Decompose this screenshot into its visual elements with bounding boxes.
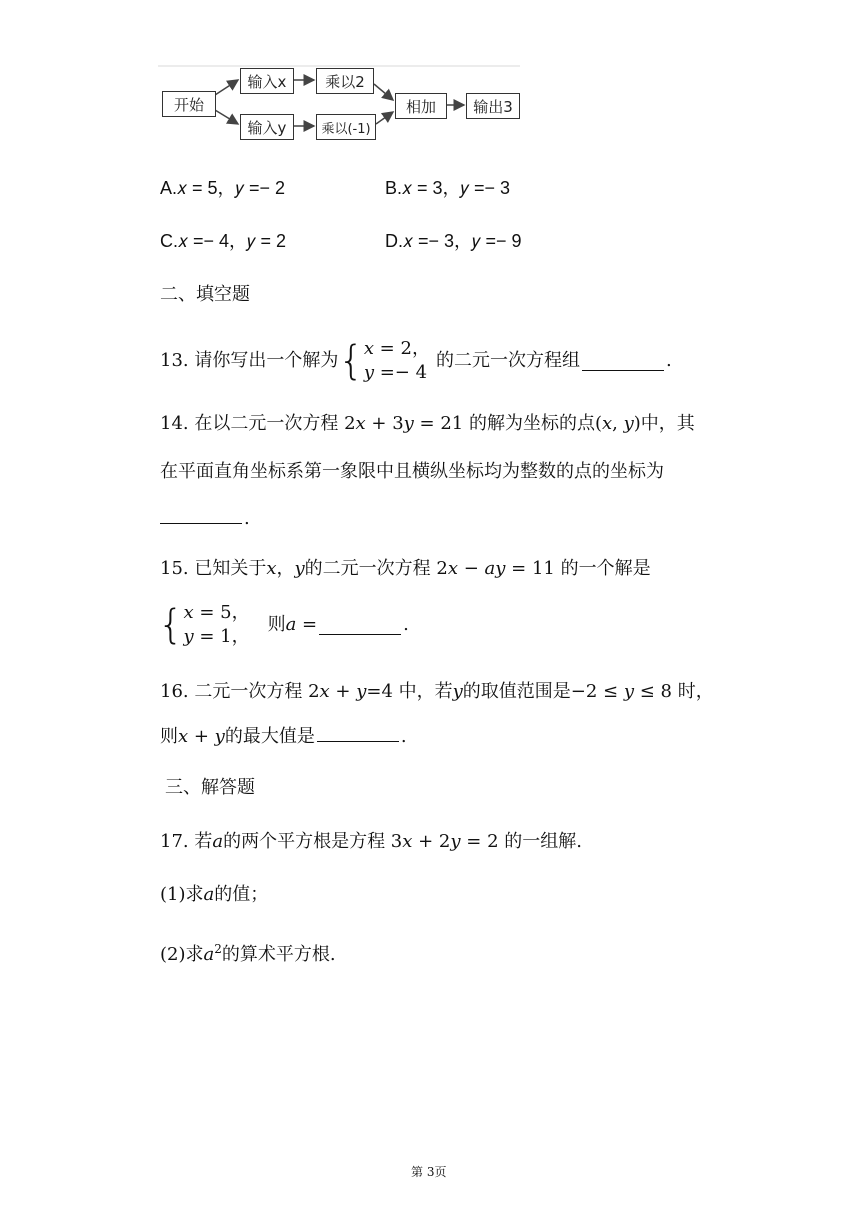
q15-answer-blank[interactable] [319, 616, 401, 635]
q16-answer-blank[interactable] [317, 723, 399, 742]
q17-part2-suffix: 的算术平方根. [221, 944, 336, 965]
q16-end: . [400, 726, 407, 747]
flow-input-x-box: 输入x [240, 68, 294, 94]
section-heading-solve: 三、解答题 [165, 777, 255, 798]
section-heading-fill-blank: 二、填空题 [160, 284, 250, 305]
q13-eq1: 𝑥 = 2， [363, 338, 430, 359]
q17-part2-exponent: 2 [214, 942, 222, 956]
question-14-line3 [160, 505, 250, 531]
option-d: D.𝑥 =− 3，𝑦 =− 9 [385, 231, 522, 251]
q16-prefix: 则𝑥 + 𝑦的最大值是 [160, 726, 315, 747]
q15-eq2: 𝑦 = 1， [183, 626, 250, 647]
flow-start-box: 开始 [162, 91, 216, 117]
q13-prefix: 13. 请你写出一个解为 [160, 350, 339, 371]
flow-output-box: 输出3 [466, 93, 520, 119]
q13-brace: { [338, 338, 364, 384]
page-number-footer: 第 3页 [411, 1165, 447, 1179]
flow-multiply-2-box: 乘以2 [316, 68, 374, 94]
option-b: B.𝑥 = 3，𝑦 =− 3 [385, 178, 510, 198]
question-17-stem: 17. 若𝑎的两个平方根是方程 3𝑥 + 2𝑦 = 2 的一组解. [160, 831, 582, 852]
q13-answer-blank[interactable] [582, 352, 664, 371]
question-17-part2 [160, 937, 336, 967]
question-14-line2: 在平面直角坐标系第一象限中且横纵坐标均为整数的点的坐标为 [160, 461, 664, 482]
question-16-line2 [160, 723, 407, 749]
q15-eq1: 𝑥 = 5， [183, 602, 250, 623]
question-15-line2 [158, 600, 409, 650]
question-15-line1: 15. 已知关于𝑥，𝑦的二元一次方程 2𝑥 − 𝑎𝑦 = 11 的一个解是 [160, 558, 651, 579]
question-14-line1: 14. 在以二元一次方程 2𝑥 + 3𝑦 = 21 的解为坐标的点(𝑥, 𝑦)中，其 [160, 413, 695, 434]
question-16-line1: 16. 二元一次方程 2𝑥 + 𝑦=4 中，若𝑦的取值范围是−2 ≤ 𝑦 ≤ 8 时， [160, 681, 714, 702]
q13-suffix: 的二元一次方程组 [435, 350, 580, 371]
option-c: C.𝑥 =− 4，𝑦 = 2 [160, 231, 286, 251]
question-13 [160, 337, 672, 385]
flow-multiply-neg1-box: 乘以(-1) [316, 114, 376, 140]
q13-system [364, 337, 430, 385]
q15-end: . [403, 614, 409, 635]
q14-end: . [244, 508, 250, 529]
q13-end: . [665, 350, 672, 371]
flowchart [158, 62, 524, 158]
q17-part2-prefix: (2)求𝑎 [160, 944, 215, 965]
q15-brace: { [158, 602, 184, 648]
q14-answer-blank[interactable] [160, 505, 242, 524]
flow-input-y-box: 输入y [240, 114, 294, 140]
q15-suffix: 则𝑎 = [267, 614, 318, 635]
option-a: A.𝑥 = 5，𝑦 =− 2 [160, 178, 285, 198]
question-17-part1: (1)求𝑎的值； [160, 884, 269, 905]
q15-system [183, 601, 249, 649]
q13-eq2: 𝑦 =− 4 [363, 362, 428, 383]
flow-add-box: 相加 [395, 93, 447, 119]
